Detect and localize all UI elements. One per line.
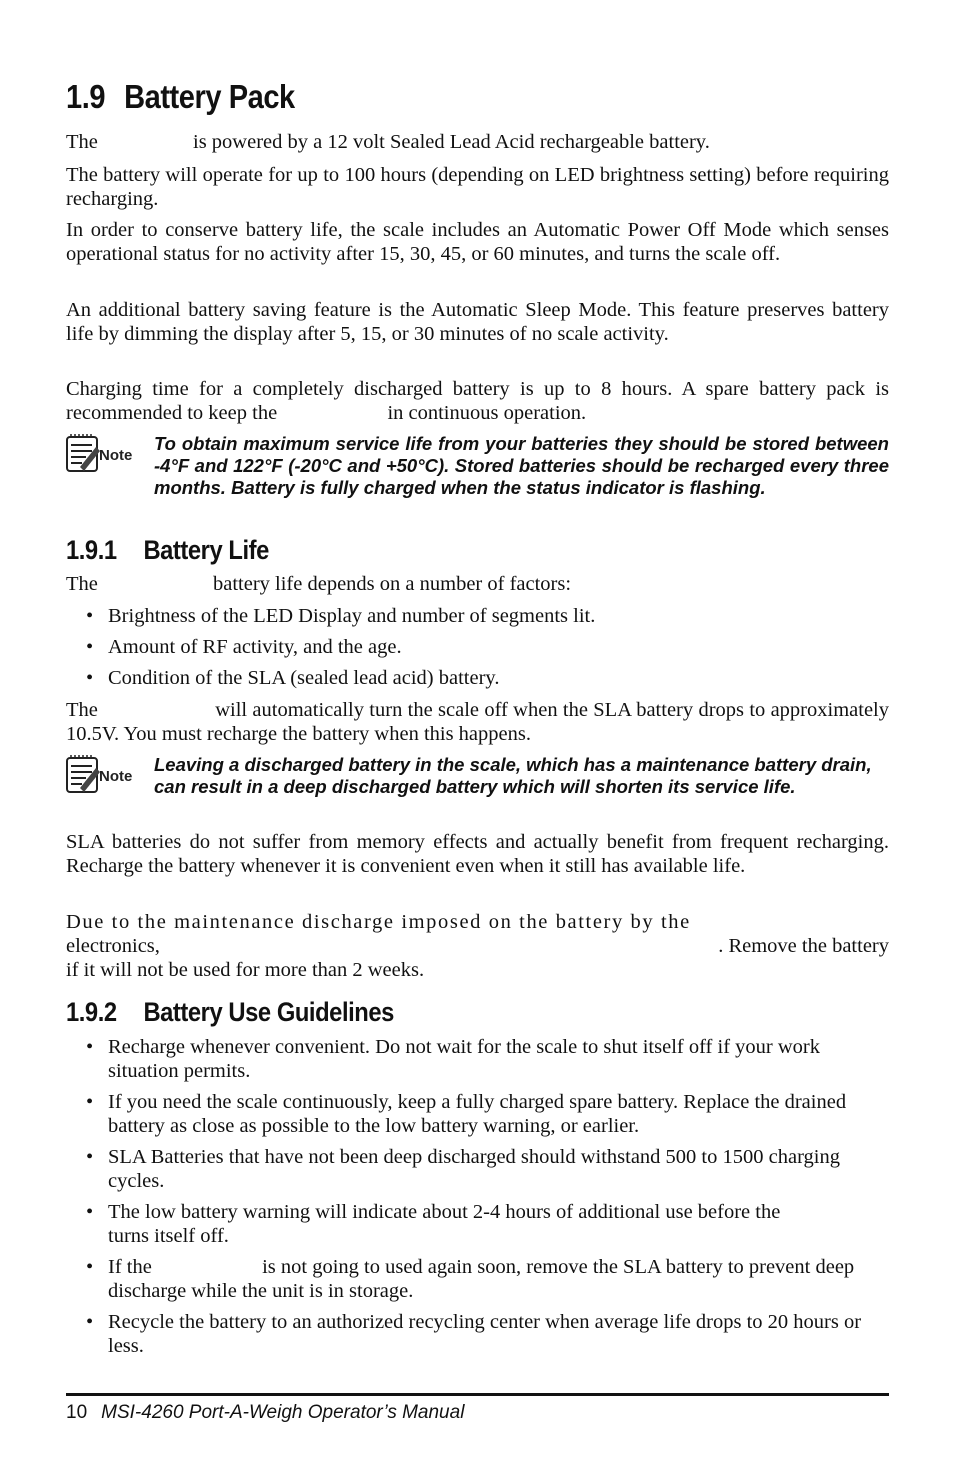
auto-off-paragraph <box>66 698 889 746</box>
sla-paragraph-1: SLA batteries do not suffer from memory effects and actually benefit from frequent recharging. Recharge the battery whenever it is convenient even when it still has available life. <box>66 831 889 877</box>
subsection-heading-guidelines <box>66 997 394 1028</box>
page-number: 10 <box>66 1402 88 1423</box>
note-icon <box>66 754 142 794</box>
list-item: • Recycle the battery to an authorized recycling center when average life drops to 20 hours or less. <box>66 1310 889 1358</box>
page-footer <box>66 1402 464 1424</box>
intro-paragraph-1 <box>66 130 889 154</box>
intro-paragraph-3: In order to conserve battery life, the scale includes an Automatic Power Off Mode which senses operational status for no activity after 15, 30, 45, or 60 minutes, and turns the scale off. <box>66 219 889 265</box>
list-item <box>66 1255 889 1303</box>
intro-paragraph-4: An additional battery saving feature is the Automatic Sleep Mode. This feature preserves battery life by dimming the display after 5, 15, or 30 minutes of no scale activity. <box>66 299 889 345</box>
battery-life-factors <box>66 604 889 690</box>
list-item: • SLA Batteries that have not been deep discharged should withstand 500 to 1500 charging cycles. <box>66 1145 889 1193</box>
manual-title: MSI-4260 Port-A-Weigh Operator’s Manual <box>101 1402 465 1423</box>
after-end: will automatically turn the scale off when the SLA battery drops to approximately 10.5V. You must recharge the battery when this happens. <box>66 699 889 745</box>
b4-start: The low battery warning will indicate about 2-4 hours of additional use before the <box>108 1201 781 1223</box>
note-storage <box>66 433 889 523</box>
note-label: Note <box>99 768 133 785</box>
lead-start: The <box>66 573 98 595</box>
b4-end: turns itself off. <box>108 1225 229 1247</box>
note-icon <box>66 433 142 473</box>
subsection-title: Battery Use Guidelines <box>143 997 394 1027</box>
list-item: • Brightness of the LED Display and number of segments lit. <box>66 604 889 628</box>
note-label: Note <box>99 447 133 464</box>
battery-life-lead <box>66 572 889 596</box>
p1-start: The <box>66 131 98 153</box>
section-title: Battery Pack <box>124 78 295 115</box>
section-number: 1.9 <box>66 78 106 115</box>
p2-line1: Due to the maintenance discharge imposed on the battery by the <box>66 911 691 933</box>
list-item: • If you need the scale continuously, keep a fully charged spare battery. Replace the drained battery as close as possible to the low battery warning, or earlier. <box>66 1090 889 1138</box>
subsection-heading-battery-life <box>66 535 269 566</box>
footer-rule <box>66 1393 889 1396</box>
section-heading <box>66 78 295 116</box>
subsection-number: 1.9.2 <box>66 997 117 1027</box>
list-item: • Condition of the SLA (sealed lead acid) battery. <box>66 666 889 690</box>
b5-start: If the <box>108 1256 152 1278</box>
p5-start: Charging time for a completely discharged battery is up to 8 hours. A spare battery pack is recommended to keep the <box>66 378 889 424</box>
note-text: Leaving a discharged battery in the scale, which has a maintenance battery drain, can result in a deep discharged battery which will shorten its service life. <box>154 754 872 797</box>
list-item: • Recharge whenever convenient. Do not wait for the scale to shut itself off if your work situation permits. <box>66 1035 889 1083</box>
p2-line2-end: . Remove the battery <box>718 935 889 957</box>
intro-paragraph-5 <box>66 377 889 425</box>
battery-guidelines <box>66 1035 889 1358</box>
subsection-number: 1.9.1 <box>66 535 117 565</box>
note-discharged-battery <box>66 754 889 822</box>
list-item <box>66 1200 889 1248</box>
subsection-title: Battery Life <box>143 535 269 565</box>
b5-end: is not going to used again soon, remove the SLA battery to prevent deep discharge while the unit is in storage. <box>108 1256 855 1302</box>
list-item: • Amount of RF activity, and the age. <box>66 635 889 659</box>
note-text: To obtain maximum service life from your batteries they should be stored between -4°F and 122°F (-20°C and +50°C). Stored batteries should be recharged every three months. Battery is fully charged when the status indicator is flashing. <box>154 433 889 498</box>
sla-paragraph-2 <box>66 910 889 982</box>
lead-end: battery life depends on a number of factors: <box>213 573 572 595</box>
p2-line2-start: electronics, <box>66 935 160 957</box>
p1-end: is powered by a 12 volt Sealed Lead Acid rechargeable battery. <box>193 131 710 153</box>
p5-end: in continuous operation. <box>387 402 587 424</box>
intro-paragraph-2: The battery will operate for up to 100 hours (depending on LED brightness setting) before requiring recharging. <box>66 164 889 210</box>
after-start: The <box>66 699 98 721</box>
p2-line3: if it will not be used for more than 2 weeks. <box>66 959 425 981</box>
